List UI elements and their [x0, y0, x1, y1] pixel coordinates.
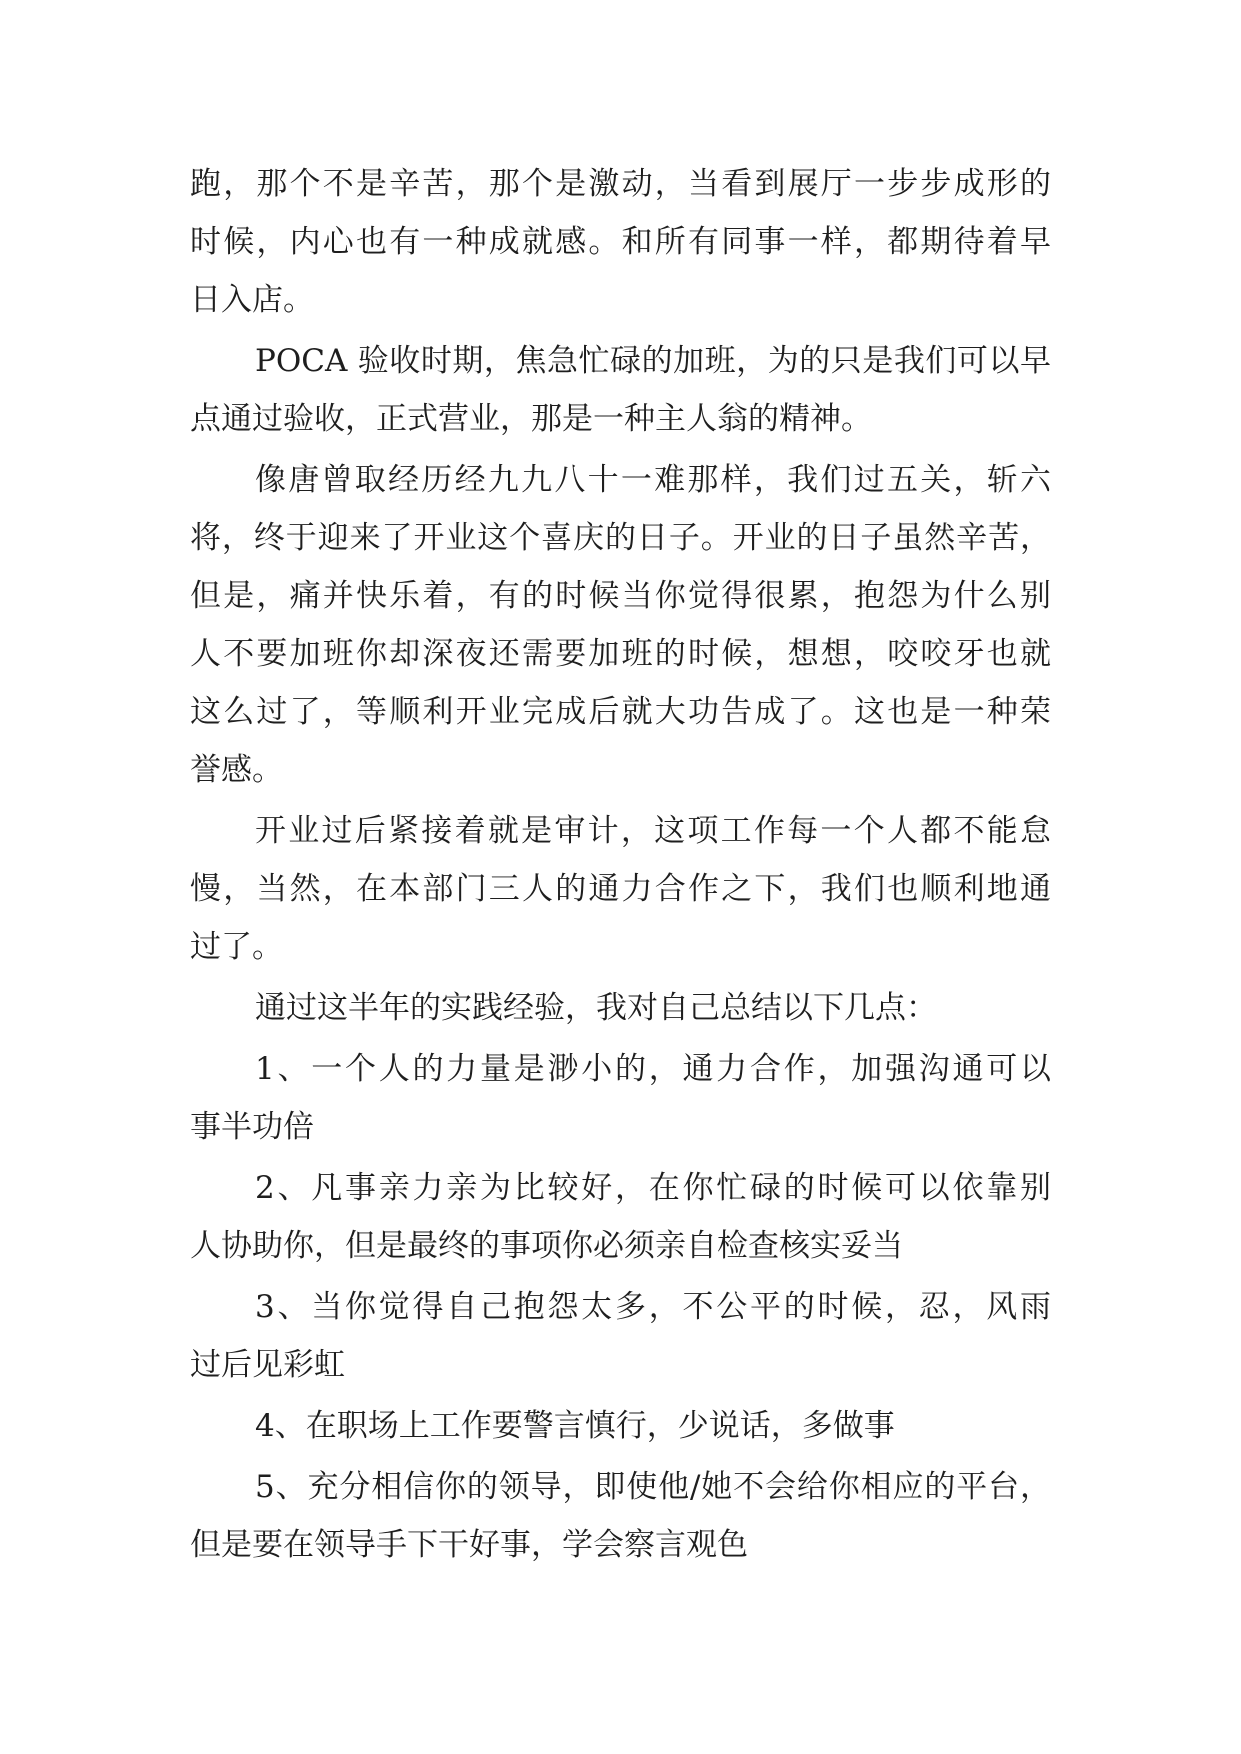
text-line: 3、当你觉得自己抱怨太多，不公平的时候，忍，风雨	[255, 1289, 1051, 1325]
text-line: 将，终于迎来了开业这个喜庆的日子。开业的日子虽然辛苦，	[190, 520, 1051, 556]
text-line: 通过这半年的实践经验，我对自己总结以下几点：	[255, 990, 937, 1026]
text-line: 4、在职场上工作要警言慎行，少说话，多做事	[255, 1408, 895, 1444]
text-line: 日入店。	[190, 282, 314, 318]
list-item	[190, 1397, 1051, 1455]
text-line: 慢，当然，在本部门三人的通力合作之下，我们也顺利地通	[190, 871, 1051, 907]
text-line: 时候，内心也有一种成就感。和所有同事一样，都期待着早	[190, 224, 1051, 260]
list-item	[190, 1278, 1051, 1394]
text-line: 誉感。	[190, 752, 283, 788]
text-line: 开业过后紧接着就是审计，这项工作每一个人都不能怠	[255, 813, 1051, 849]
paragraph	[190, 802, 1051, 976]
document-body	[190, 155, 1051, 1574]
paragraph	[190, 451, 1051, 799]
text-line: 但是要在领导手下干好事，学会察言观色	[190, 1527, 748, 1563]
list-item	[190, 1159, 1051, 1275]
text-line: 事半功倍	[190, 1109, 314, 1145]
text-line: 但是，痛并快乐着，有的时候当你觉得很累，抱怨为什么别	[190, 578, 1051, 614]
text-line: 跑，那个不是辛苦，那个是激动，当看到展厅一步步成形的	[190, 166, 1051, 202]
paragraph	[190, 155, 1051, 329]
text-line: 5、充分相信你的领导，即使他/她不会给你相应的平台，	[255, 1469, 1051, 1505]
text-line: 2、凡事亲力亲为比较好，在你忙碌的时候可以依靠别	[255, 1170, 1051, 1206]
text-line: POCA 验收时期，焦急忙碌的加班，为的只是我们可以早	[255, 343, 1051, 379]
list-item	[190, 1040, 1051, 1156]
text-line: 过了。	[190, 929, 283, 965]
text-line: 这么过了，等顺利开业完成后就大功告成了。这也是一种荣	[190, 694, 1051, 730]
text-line: 像唐曾取经历经九九八十一难那样，我们过五关，斩六	[255, 462, 1051, 498]
paragraph	[190, 332, 1051, 448]
text-line: 人协助你，但是最终的事项你必须亲自检查核实妥当	[190, 1228, 903, 1264]
list-item	[190, 1458, 1051, 1574]
text-line: 过后见彩虹	[190, 1347, 345, 1383]
paragraph	[190, 979, 1051, 1037]
text-line: 人不要加班你却深夜还需要加班的时候，想想，咬咬牙也就	[190, 636, 1051, 672]
text-line: 点通过验收，正式营业，那是一种主人翁的精神。	[190, 401, 872, 437]
text-line: 1、一个人的力量是渺小的，通力合作，加强沟通可以	[255, 1051, 1051, 1087]
